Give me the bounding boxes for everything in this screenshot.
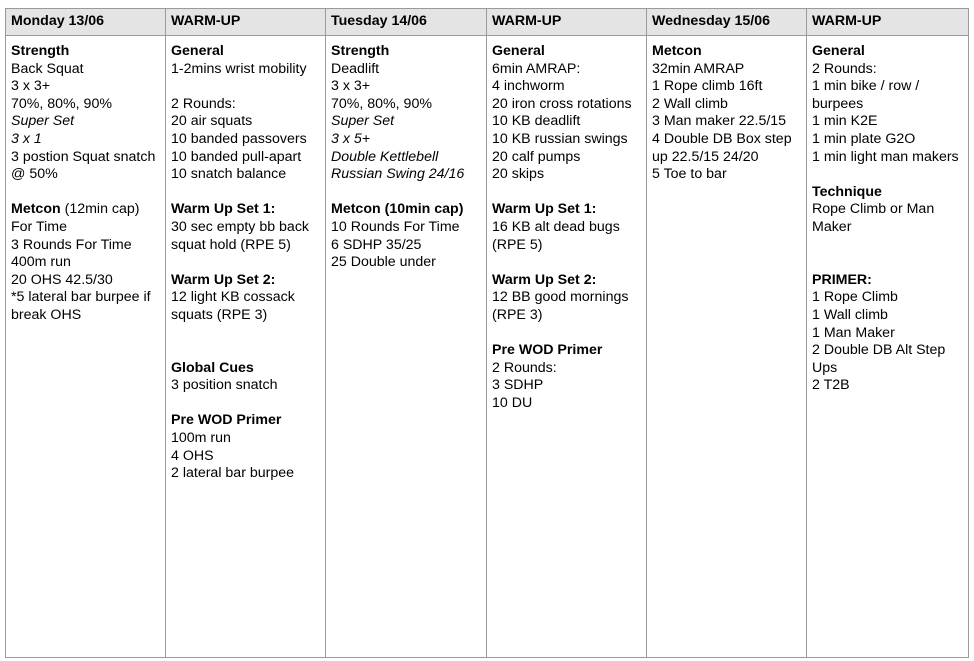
line-text: Rope Climb or Man Maker: [812, 201, 935, 235]
line-text: 3 x 5+: [331, 130, 371, 147]
text-line: [492, 289, 644, 324]
text-line: [171, 219, 323, 254]
line-text: Super Set: [11, 113, 75, 130]
line-text: 3 x 3+: [331, 78, 371, 95]
line-text: 20 iron cross rotations: [492, 95, 632, 112]
line-text: 30 sec empty bb back squat hold (RPE 5): [171, 218, 310, 253]
spacer: [812, 237, 966, 255]
line-text: 1 Man Maker: [812, 324, 895, 341]
spacer: [171, 254, 323, 272]
line-text: 12 BB good mornings (RPE 3): [492, 289, 629, 323]
section-heading: Warm Up Set 1:: [171, 201, 276, 218]
line-text: 10 Rounds For Time: [331, 218, 460, 235]
text-line: [812, 377, 966, 395]
header-monday-warm-up: WARM-UP: [166, 9, 326, 36]
content-row: [6, 36, 969, 658]
line-text: 2 Wall climb: [652, 95, 728, 112]
text-line: [812, 149, 966, 167]
section-heading: Metcon (10min cap): [331, 201, 464, 218]
text-line: [652, 43, 804, 61]
spacer: [331, 184, 484, 202]
text-line: [331, 237, 484, 255]
line-text: 3 x 1: [11, 130, 42, 147]
text-line: [812, 131, 966, 149]
text-line: [492, 113, 644, 131]
line-text: 6 SDHP 35/25: [331, 236, 422, 253]
text-line: [652, 166, 804, 184]
line-text: 3 Rounds For Time: [11, 236, 132, 253]
text-line: [812, 289, 966, 307]
line-text: 5 Toe to bar: [652, 166, 727, 183]
section-heading: Strength: [331, 43, 390, 59]
spacer: [171, 184, 323, 202]
section-heading: Metcon: [11, 201, 61, 218]
line-text: 1 min bike / row / burpees: [812, 78, 920, 112]
text-line: [492, 131, 644, 149]
text-line: [11, 254, 163, 272]
wednesday-warm-up-cell: [807, 36, 969, 658]
text-line: [171, 272, 323, 290]
text-line: [171, 61, 323, 79]
spacer: [171, 78, 323, 96]
line-text: 1 Rope climb 16ft: [652, 78, 763, 95]
text-line: [812, 272, 966, 290]
line-text: 10 DU: [492, 394, 533, 411]
section-heading: Strength: [11, 43, 70, 59]
line-text: 1 Wall climb: [812, 306, 888, 323]
text-line: [171, 131, 323, 149]
text-line: [492, 377, 644, 395]
text-line: [331, 61, 484, 79]
text-line: [652, 61, 804, 79]
tuesday-warm-up-cell: [487, 36, 647, 658]
spacer: [11, 184, 163, 202]
section-heading: General: [492, 43, 545, 59]
header-tuesday: Tuesday 14/06: [326, 9, 487, 36]
line-text: 1 min K2E: [812, 113, 878, 130]
line-text: 3 position snatch: [171, 377, 278, 394]
section-heading: Warm Up Set 2:: [171, 271, 276, 288]
section-heading: General: [171, 43, 224, 59]
line-text: 32min AMRAP: [652, 60, 745, 77]
line-text: 2 lateral bar burpee: [171, 465, 295, 482]
wednesday-workout-cell: [647, 36, 807, 658]
text-line: [11, 237, 163, 255]
spacer: [492, 325, 644, 343]
section-heading: Pre WOD Primer: [492, 342, 603, 359]
text-line: [331, 149, 484, 184]
text-line: [171, 201, 323, 219]
text-line: [171, 377, 323, 395]
line-text: Back Squat: [11, 60, 84, 77]
line-text: 10 banded passovers: [171, 130, 307, 147]
section-heading: Warm Up Set 2:: [492, 271, 597, 288]
weekly-schedule-table: [5, 8, 969, 658]
text-line: [171, 430, 323, 448]
line-text: 10 KB russian swings: [492, 130, 628, 147]
line-text: 1 min plate G2O: [812, 130, 916, 147]
text-line: [331, 113, 484, 131]
text-line: [812, 43, 966, 61]
text-line: [492, 360, 644, 378]
text-line: [492, 78, 644, 96]
text-line: [492, 61, 644, 79]
text-line: [171, 360, 323, 378]
section-heading: Warm Up Set 1:: [492, 201, 597, 218]
line-text: 10 banded pull-apart: [171, 148, 302, 165]
section-heading: Global Cues: [171, 359, 254, 376]
text-line: [331, 131, 484, 149]
text-line: [812, 342, 966, 377]
line-text: 1 Rope Climb: [812, 289, 898, 306]
line-text: 10 snatch balance: [171, 166, 287, 183]
text-line: [812, 113, 966, 131]
text-line: [171, 412, 323, 430]
section-heading: Metcon: [652, 43, 702, 59]
line-text: Deadlift: [331, 60, 380, 77]
line-text: For Time: [11, 218, 67, 235]
line-text: 6min AMRAP:: [492, 60, 581, 77]
text-line: [11, 113, 163, 131]
line-text: 20 OHS 42.5/30: [11, 271, 113, 288]
text-line: [492, 96, 644, 114]
text-line: [331, 201, 484, 219]
text-line: [812, 78, 966, 113]
text-line: [652, 131, 804, 166]
line-text: 400m run: [11, 254, 71, 271]
text-line: [11, 43, 163, 61]
text-line: [11, 61, 163, 79]
text-line: [492, 149, 644, 167]
line-text: 1 min light man makers: [812, 148, 959, 165]
text-line: [331, 96, 484, 114]
line-text: 2 Rounds:: [171, 95, 236, 112]
text-line: [11, 96, 163, 114]
text-line: [171, 149, 323, 167]
spacer: [171, 395, 323, 413]
text-line: [652, 78, 804, 96]
text-line: [11, 131, 163, 149]
line-text: Double Kettlebell Russian Swing 24/16: [331, 148, 465, 183]
text-line: [812, 184, 966, 202]
line-text: 3 x 3+: [11, 78, 51, 95]
text-line: [171, 448, 323, 466]
header-wednesday-warm-up: WARM-UP: [807, 9, 969, 36]
tuesday-workout-cell: [326, 36, 487, 658]
text-line: [171, 43, 323, 61]
text-line: [492, 272, 644, 290]
line-text: 12 light KB cossack squats (RPE 3): [171, 289, 295, 323]
line-text: 4 OHS: [171, 447, 214, 464]
text-line: [492, 219, 644, 254]
text-line: [812, 61, 966, 79]
line-text: 2 Rounds:: [492, 359, 557, 376]
line-text: 20 air squats: [171, 113, 253, 130]
spacer: [812, 254, 966, 272]
text-line: [171, 96, 323, 114]
text-line: [11, 78, 163, 96]
spacer: [492, 184, 644, 202]
text-line: [812, 201, 966, 236]
line-text: 20 calf pumps: [492, 148, 581, 165]
line-text: 2 Rounds:: [812, 60, 877, 77]
section-heading: Pre WOD Primer: [171, 412, 282, 429]
line-text: 70%, 80%, 90%: [331, 95, 432, 112]
spacer: [492, 254, 644, 272]
line-text: 2 Double DB Alt Step Ups: [812, 342, 946, 376]
line-text: 10 KB deadlift: [492, 113, 581, 130]
text-line: [171, 113, 323, 131]
monday-warm-up-cell: [166, 36, 326, 658]
text-line: [331, 78, 484, 96]
text-line: [492, 166, 644, 184]
text-line: [11, 201, 163, 219]
text-line: [652, 113, 804, 131]
line-text: (12min cap): [60, 201, 140, 218]
text-line: [812, 325, 966, 343]
text-line: [11, 289, 163, 324]
line-text: Super Set: [331, 113, 395, 130]
line-text: 3 Man maker 22.5/15: [652, 113, 787, 130]
text-line: [652, 96, 804, 114]
line-text: 3 postion Squat snatch @ 50%: [11, 148, 156, 183]
monday-workout-cell: [6, 36, 166, 658]
text-line: [11, 149, 163, 184]
line-text: 20 skips: [492, 166, 545, 183]
section-heading: General: [812, 43, 865, 59]
line-text: 4 inchworm: [492, 78, 565, 95]
line-text: 100m run: [171, 430, 231, 447]
line-text: 3 SDHP: [492, 377, 544, 394]
text-line: [171, 289, 323, 324]
line-text: 4 Double DB Box step up 22.5/15 24/20: [652, 130, 792, 165]
line-text: 2 T2B: [812, 377, 850, 394]
text-line: [331, 219, 484, 237]
header-tuesday-warm-up: WARM-UP: [487, 9, 647, 36]
text-line: [492, 342, 644, 360]
spacer: [171, 342, 323, 360]
line-text: 70%, 80%, 90%: [11, 95, 112, 112]
spacer: [171, 325, 323, 343]
header-monday: Monday 13/06: [6, 9, 166, 36]
section-heading: Technique: [812, 183, 882, 200]
line-text: *5 lateral bar burpee if break OHS: [11, 289, 151, 323]
section-heading: PRIMER:: [812, 271, 872, 288]
text-line: [492, 201, 644, 219]
text-line: [492, 395, 644, 413]
text-line: [171, 465, 323, 483]
header-wednesday: Wednesday 15/06: [647, 9, 807, 36]
line-text: 16 KB alt dead bugs (RPE 5): [492, 218, 620, 253]
line-text: 25 Double under: [331, 254, 436, 271]
text-line: [331, 254, 484, 272]
spacer: [812, 166, 966, 184]
text-line: [11, 272, 163, 290]
text-line: [492, 43, 644, 61]
header-row: [6, 9, 969, 36]
text-line: [812, 307, 966, 325]
text-line: [11, 219, 163, 237]
text-line: [171, 166, 323, 184]
text-line: [331, 43, 484, 61]
line-text: 1-2mins wrist mobility: [171, 60, 307, 77]
